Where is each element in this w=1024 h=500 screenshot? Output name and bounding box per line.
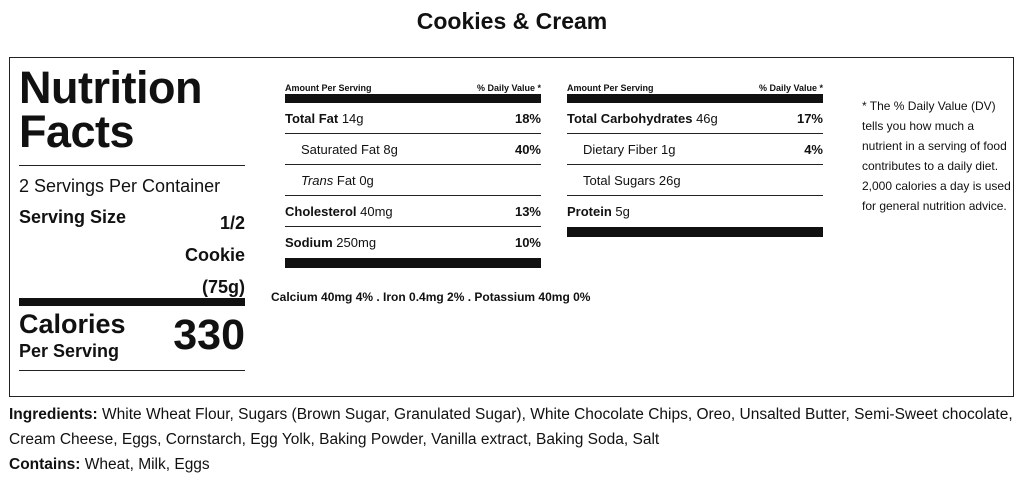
thick-divider (19, 298, 245, 306)
nutrient-dv: 40% (514, 141, 541, 157)
calories-per-serving: Per Serving (19, 341, 120, 361)
ingredients-label: Ingredients: (9, 406, 98, 423)
nutrient-name: Sodium (285, 235, 333, 250)
daily-value-header: % Daily Value * (758, 83, 823, 93)
nutrient-row-sodium (285, 227, 541, 258)
nutrient-row-saturated-fat (285, 134, 541, 165)
amount-per-serving-header: Amount Per Serving (285, 83, 372, 93)
nutrient-row-dietary-fiber (567, 134, 823, 165)
nutrient-amount: 5g (615, 204, 630, 219)
amount-per-serving-header: Amount Per Serving (567, 83, 654, 93)
serving-size-label: Serving Size (19, 207, 127, 227)
servings-per-container: 2 Servings Per Container (19, 176, 221, 196)
nutrient-amount: 8g (383, 141, 398, 157)
nutrient-row-trans-fat (285, 165, 541, 196)
nutrient-row-total-sugars (567, 165, 823, 196)
daily-value-footnote: * The % Daily Value (DV) tells you how much a nutrient in a serving of food contributes to a daily diet. 2,000 calories a day is used for general nutrition advice. (862, 99, 1011, 213)
calories-label: Calories (19, 309, 126, 339)
nutrient-name: Saturated Fat (301, 141, 380, 157)
nutrient-amount: 250mg (336, 235, 377, 250)
nutrient-dv: 13% (514, 203, 541, 219)
contains-paragraph (9, 452, 1014, 477)
nutrient-name: Dietary Fiber (583, 141, 658, 157)
nutrient-row-total-fat (285, 103, 541, 134)
nutrient-dv: 4% (804, 141, 823, 157)
nutrient-dv: 18% (514, 110, 541, 126)
serving-size-value (160, 207, 245, 303)
serving-size-line-3: (75g) (201, 277, 245, 297)
heading-line-1: Nutrition (19, 62, 202, 113)
nutrient-row-total-carbohydrates (567, 103, 823, 134)
nutrient-name: Protein (567, 204, 612, 219)
nutrient-column-b (567, 82, 823, 237)
nutrient-dv: 10% (514, 235, 541, 250)
nutrient-row-protein (567, 196, 823, 227)
nutrient-amount: 1g (661, 141, 676, 157)
thick-bar (567, 227, 823, 237)
calories-value: 330 (173, 311, 245, 359)
divider (19, 165, 245, 166)
nutrient-name: Cholesterol (285, 203, 357, 219)
ingredients-paragraph (9, 402, 1014, 452)
serving-size-line-2: Cookie (184, 245, 245, 265)
nutrient-name-italic: Trans (301, 172, 334, 188)
thick-bar (567, 94, 823, 103)
nutrient-name: Total Sugars (583, 172, 656, 188)
serving-size-line-1: 1/2 (219, 213, 245, 233)
nutrient-name: Total Carbohydrates (567, 110, 693, 126)
ingredients-text: White Wheat Flour, Sugars (Brown Sugar, Granulated Sugar), White Chocolate Chips, Oreo, Unsalted Butter, Semi-Sweet chocolate, Cream Cheese, Eggs, Cornstarch, Egg Yolk, Baking Powder, Vanilla extract, Baking Soda, Salt (9, 406, 1013, 448)
thick-bar (285, 258, 541, 268)
column-header (567, 82, 823, 94)
nutrient-row-cholesterol (285, 196, 541, 227)
nutrient-amount: 0g (359, 172, 374, 188)
nutrition-facts-heading (19, 62, 202, 157)
contains-label: Contains: (9, 456, 81, 473)
contains-text: Wheat, Milk, Eggs (84, 456, 210, 473)
thick-bar (285, 94, 541, 103)
minerals-line: Calcium 40mg 4% . Iron 0.4mg 2% . Potassium 40mg 0% (271, 290, 591, 304)
nutrient-amount: 26g (658, 172, 681, 188)
daily-value-header: % Daily Value * (476, 83, 541, 93)
product-title: Cookies & Cream (416, 8, 608, 34)
nutrient-amount: 46g (696, 110, 718, 126)
nutrient-amount: 40mg (360, 203, 393, 219)
heading-line-2: Facts (19, 106, 135, 157)
nutrient-name: Fat (336, 172, 356, 188)
ingredients-section (9, 402, 1014, 477)
nutrient-name: Total Fat (285, 110, 339, 126)
nutrition-facts-panel (9, 57, 1014, 397)
nutrient-amount: 14g (341, 110, 364, 126)
divider (19, 370, 245, 371)
nutrient-dv: 17% (796, 110, 823, 126)
column-header (285, 82, 541, 94)
nutrient-column-a (285, 82, 541, 268)
